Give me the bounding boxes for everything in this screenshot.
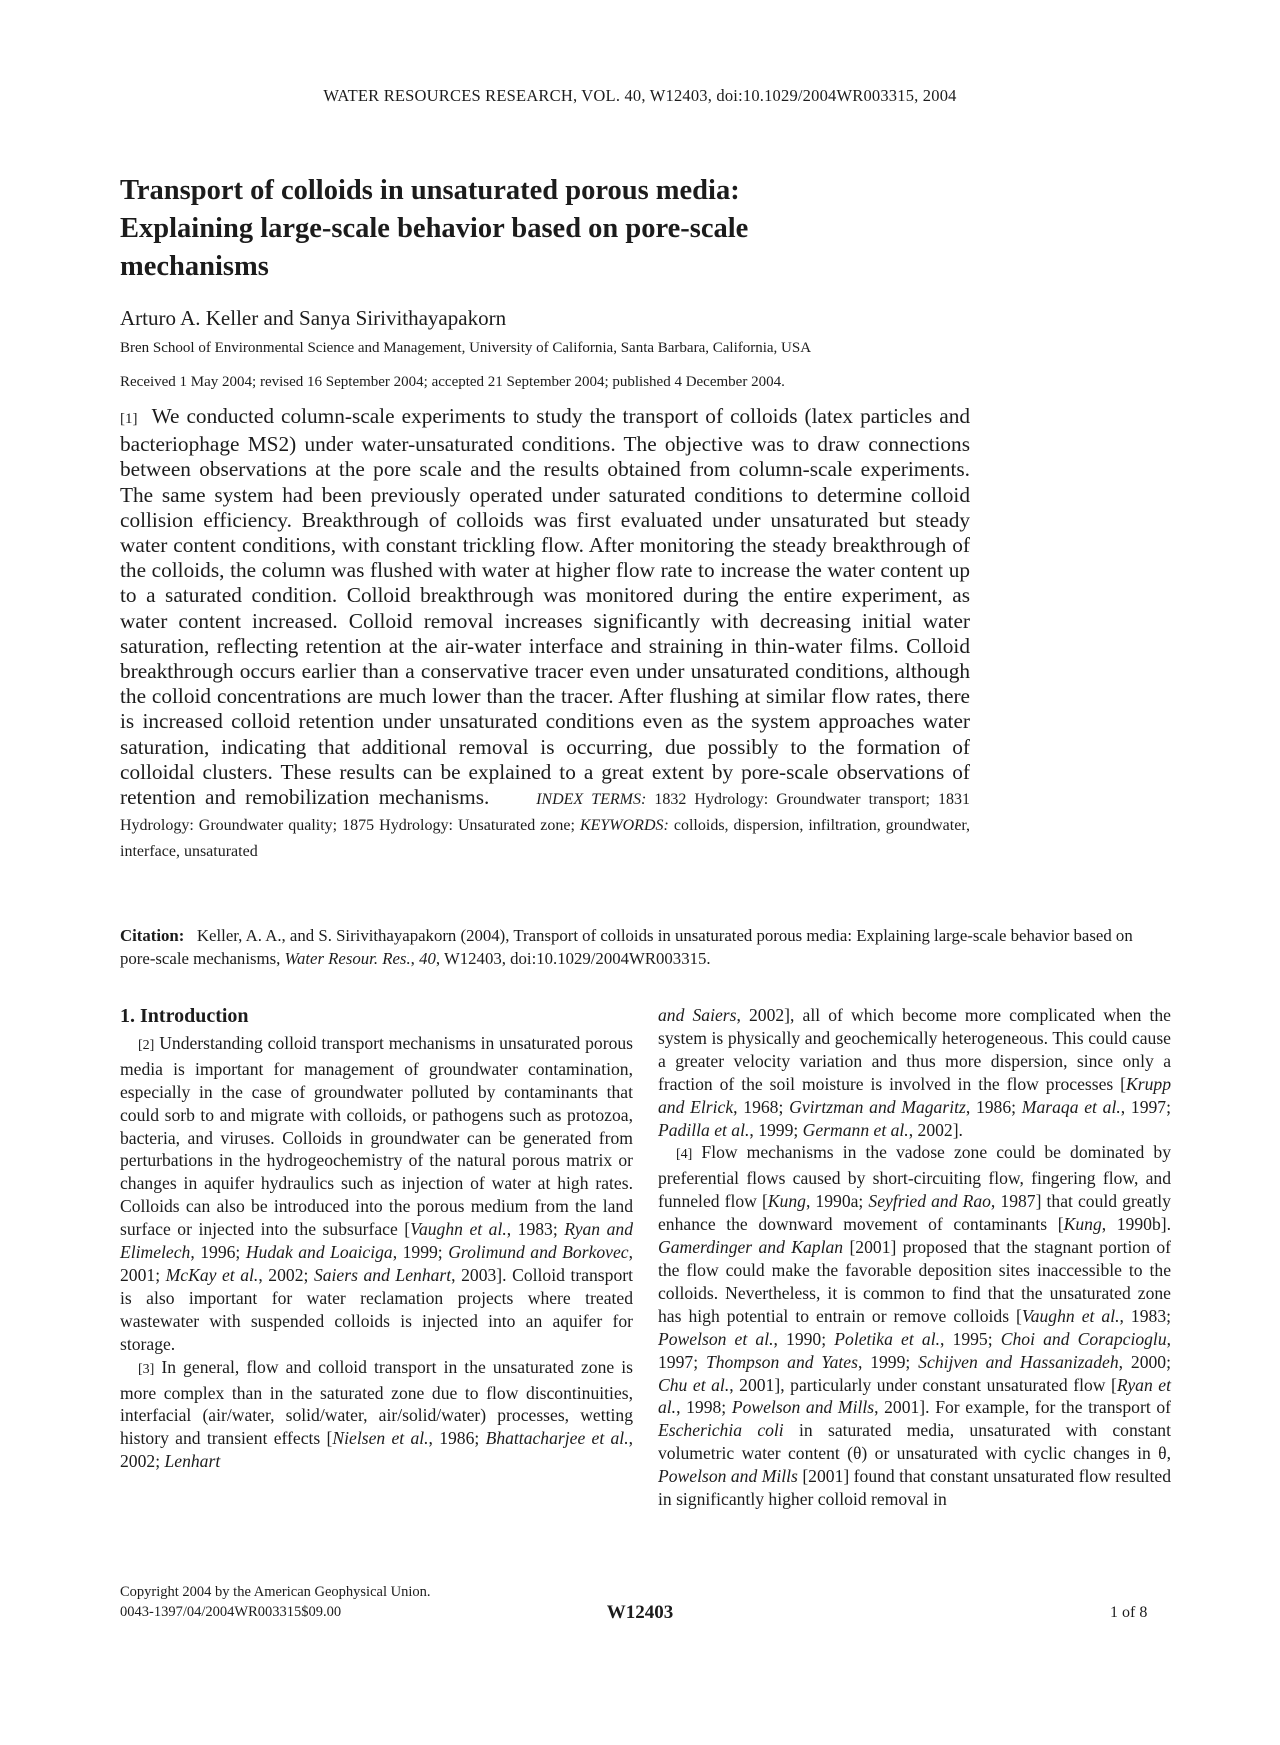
reference: Saiers and Lenhart [313, 1264, 452, 1285]
reference: Hudak and Loaiciga [245, 1242, 393, 1263]
citation-label: Citation: [120, 926, 185, 945]
paragraph-number: [1] [120, 411, 138, 427]
title-line: Transport of colloids in unsaturated porous media: [120, 175, 740, 206]
index-terms-text: 1832 Hydrology: Groundwater transport; 1831 Hydrology: Groundwater quality; 1875 Hydrology: Unsaturated zone; [120, 791, 970, 835]
copyright-line: Copyright 2004 by the American Geophysical Union. [120, 1584, 431, 1600]
paragraph: [4] Flow mechanisms in the vadose zone could be dominated by preferential flows caused by short-circuiting flow, fingering flow, and funneled flow [Kung, 1990a; Seyfried and Rao, 1987] that could greatly enhance the downward movement of contaminants [Kung, 1990b]. Gamerdinger and Kaplan [2001] proposed that the stagnant portion of the flow could make the favorable deposition sites inaccessible to the colloids. Nevertheless, it is common to find that the unsaturated zone has high potential to entrain or remove colloids [Vaughn et al., 1983; Powelson et al., 1990; Poletika et al., 1995; Choi and Corapcioglu, 1997; Thompson and Yates, 1999; Schijven and Hassanizadeh, 2000; Chu et al., 2001], particularly under constant unsaturated flow [Ryan et al., 1998; Powelson and Mills, 2001]. For example, for the transport of Escherichia coli in saturated media, unsaturated with constant volumetric water content (θ) or unsaturated with cyclic changes in θ, Powelson and Mills [2001] found that constant unsaturated flow resulted in significantly higher colloid removal in [658, 1142, 1172, 1510]
reference: Thompson and Yates [705, 1351, 858, 1372]
citation-volume: 40 [419, 949, 436, 968]
received-dates: Received 1 May 2004; revised 16 September 2004; accepted 21 September 2004; published 4 December 2004. [120, 374, 785, 390]
reference: Chu et al. [658, 1374, 730, 1395]
keywords-text: colloids, dispersion, infiltration, groundwater, interface, unsaturated [120, 817, 971, 861]
reference: and Saiers [658, 1005, 737, 1025]
reference: Ryan et al. [658, 1374, 1171, 1418]
paragraph: and Saiers, 2002], all of which become more complicated when the system is physically and geochemically heterogeneous. This could cause a greater velocity variation and thus more dispersion, since only a fraction of the soil moisture is involved in the flow processes [Krupp and Elrick, 1968; Gvirtzman and Magaritz, 1986; Maraqa et al., 1997; Padilla et al., 1999; Germann et al., 2002]. [658, 1005, 1171, 1140]
reference: Choi and Corapcioglu [1000, 1328, 1167, 1349]
paragraph: [2] Understanding colloid transport mechanisms in unsaturated porous media is important for management of groundwater contamination, especially in the case of groundwater polluted by contaminants that could sorb to and migrate with colloids, or pathogens such as protozoa, bacteria, and viruses. Colloids in groundwater can be generated from perturbations in the hydrogeochemistry of the natural porous matrix or changes in aquifer hydraulics such as injection of water at high rates. Colloids can also be introduced into the porous medium from the land surface or injected into the subsurface [Vaughn et al., 1983; Ryan and Elimelech, 1996; Hudak and Loaiciga, 1999; Grolimund and Borkovec, 2001; McKay et al., 2002; Saiers and Lenhart, 2003]. Colloid transport is also important for water reclamation projects where treated wastewater with suspended colloids is injected into an aquifer for storage. [120, 1032, 634, 1354]
title-line: mechanisms [120, 251, 269, 282]
reference: Germann et al. [802, 1119, 909, 1140]
reference: Escherichia coli [658, 1420, 784, 1441]
reference: Powelson and Mills [658, 1466, 798, 1487]
reference: Gamerdinger and Kaplan [658, 1237, 844, 1258]
paragraph-number: [2] [138, 1037, 155, 1053]
reference: Vaughn et al. [410, 1219, 507, 1240]
reference: Kung [767, 1191, 806, 1212]
left-column [120, 1005, 633, 1473]
section-heading: 1. Introduction [120, 1005, 249, 1027]
right-column [658, 1004, 1171, 1511]
citation-text: W12403, doi:10.1029/2004WR003315. [443, 949, 711, 968]
reference: Powelson and Mills [731, 1397, 875, 1418]
reference: Maraqa et al. [1021, 1096, 1121, 1117]
authors: Arturo A. Keller and Sanya Sirivithayapakorn [120, 306, 507, 330]
paragraph-number: [4] [676, 1147, 693, 1163]
paragraph-number: [3] [138, 1361, 155, 1377]
article-title [120, 172, 880, 286]
reference: Lenhart [164, 1451, 221, 1472]
reference: Nielsen et al. [332, 1428, 429, 1449]
reference: Powelson et al. [658, 1328, 774, 1349]
reference: Krupp and Elrick [658, 1073, 1171, 1117]
reference: Vaughn et al. [1021, 1305, 1120, 1326]
reference: Grolimund and Borkovec [448, 1242, 629, 1263]
article-code: 0043-1397/04/2004WR003315$09.00 [120, 1604, 342, 1620]
reference: Poletika et al. [834, 1328, 940, 1349]
index-terms-label: INDEX TERMS: [536, 791, 647, 809]
reference: Kung [1063, 1214, 1102, 1235]
reference: Ryan and Elimelech [120, 1219, 634, 1263]
reference: Padilla et al. [658, 1119, 750, 1140]
citation-text: Keller, A. A., and S. Sirivithayapakorn (2004), Transport of colloids in unsaturated porous media: Explaining large-scale behavior based on pore-scale mechanisms, [120, 926, 1133, 968]
keywords-label: KEYWORDS: [579, 817, 669, 835]
document-id: W12403 [606, 1602, 674, 1623]
citation: Citation: Keller, A. A., and S. Sirivithayapakorn (2004), Transport of colloids in unsaturated porous media: Explaining large-scale behavior based on pore-scale mechanisms, Water Resour. Res., 40, W12403, doi:10.1029/2004WR003315. [120, 926, 1133, 968]
reference: Seyfried and Rao [868, 1191, 991, 1212]
reference: Gvirtzman and Magaritz [789, 1096, 966, 1117]
title-line: Explaining large-scale behavior based on pore-scale [120, 213, 749, 244]
reference: McKay et al. [165, 1264, 259, 1285]
page-number: 1 of 8 [1110, 1604, 1148, 1621]
abstract [120, 404, 970, 863]
reference: Schijven and Hassanizadeh [918, 1351, 1119, 1372]
reference: Bhattacharjee et al. [485, 1428, 629, 1449]
abstract-text: We conducted column-scale experiments to study the transport of colloids (latex particles and bacteriophage MS2) under water-unsaturated conditions. The objective was to draw connections between observations at the pore scale and the results obtained from column-scale experiments. The same system had been previously operated under saturated conditions to determine colloid collision efficiency. Breakthrough of colloids was first evaluated under unsaturated but steady water content conditions, with constant trickling flow. After monitoring the steady breakthrough of the colloids, the column was flushed with water at higher flow rate to increase the water content up to a saturated condition. Colloid breakthrough was monitored during the entire experiment, as water content increased. Colloid removal increases significantly with decreasing initial water saturation, reflecting retention at the air-water interface and straining in thin-water films. Colloid breakthrough occurs earlier than a conservative tracer even under unsaturated conditions, although the colloid concentrations are much lower than the tracer. After flushing at similar flow rates, there is increased colloid retention under unsaturated conditions even as the system approaches water saturation, indicating that additional removal is occurring, due possibly to the formation of colloidal clusters. These results can be explained to a great extent by pore-scale observations of retention and remobilization mechanisms. [120, 404, 970, 810]
paragraph: [3] In general, flow and colloid transport in the unsaturated zone is more complex than in the saturated zone due to flow discontinuities, interfacial (air/water, solid/water, air/solid/water) processes, wetting history and transient effects [Nielsen et al., 1986; Bhattacharjee et al., 2002; Lenhart [120, 1356, 633, 1472]
citation-journal: Water Resour. Res. [284, 949, 411, 968]
running-head: WATER RESOURCES RESEARCH, VOL. 40, W12403, doi:10.1029/2004WR003315, 2004 [323, 86, 957, 105]
affiliation: Bren School of Environmental Science and Management, University of California, Santa Barbara, California, USA [120, 340, 812, 356]
